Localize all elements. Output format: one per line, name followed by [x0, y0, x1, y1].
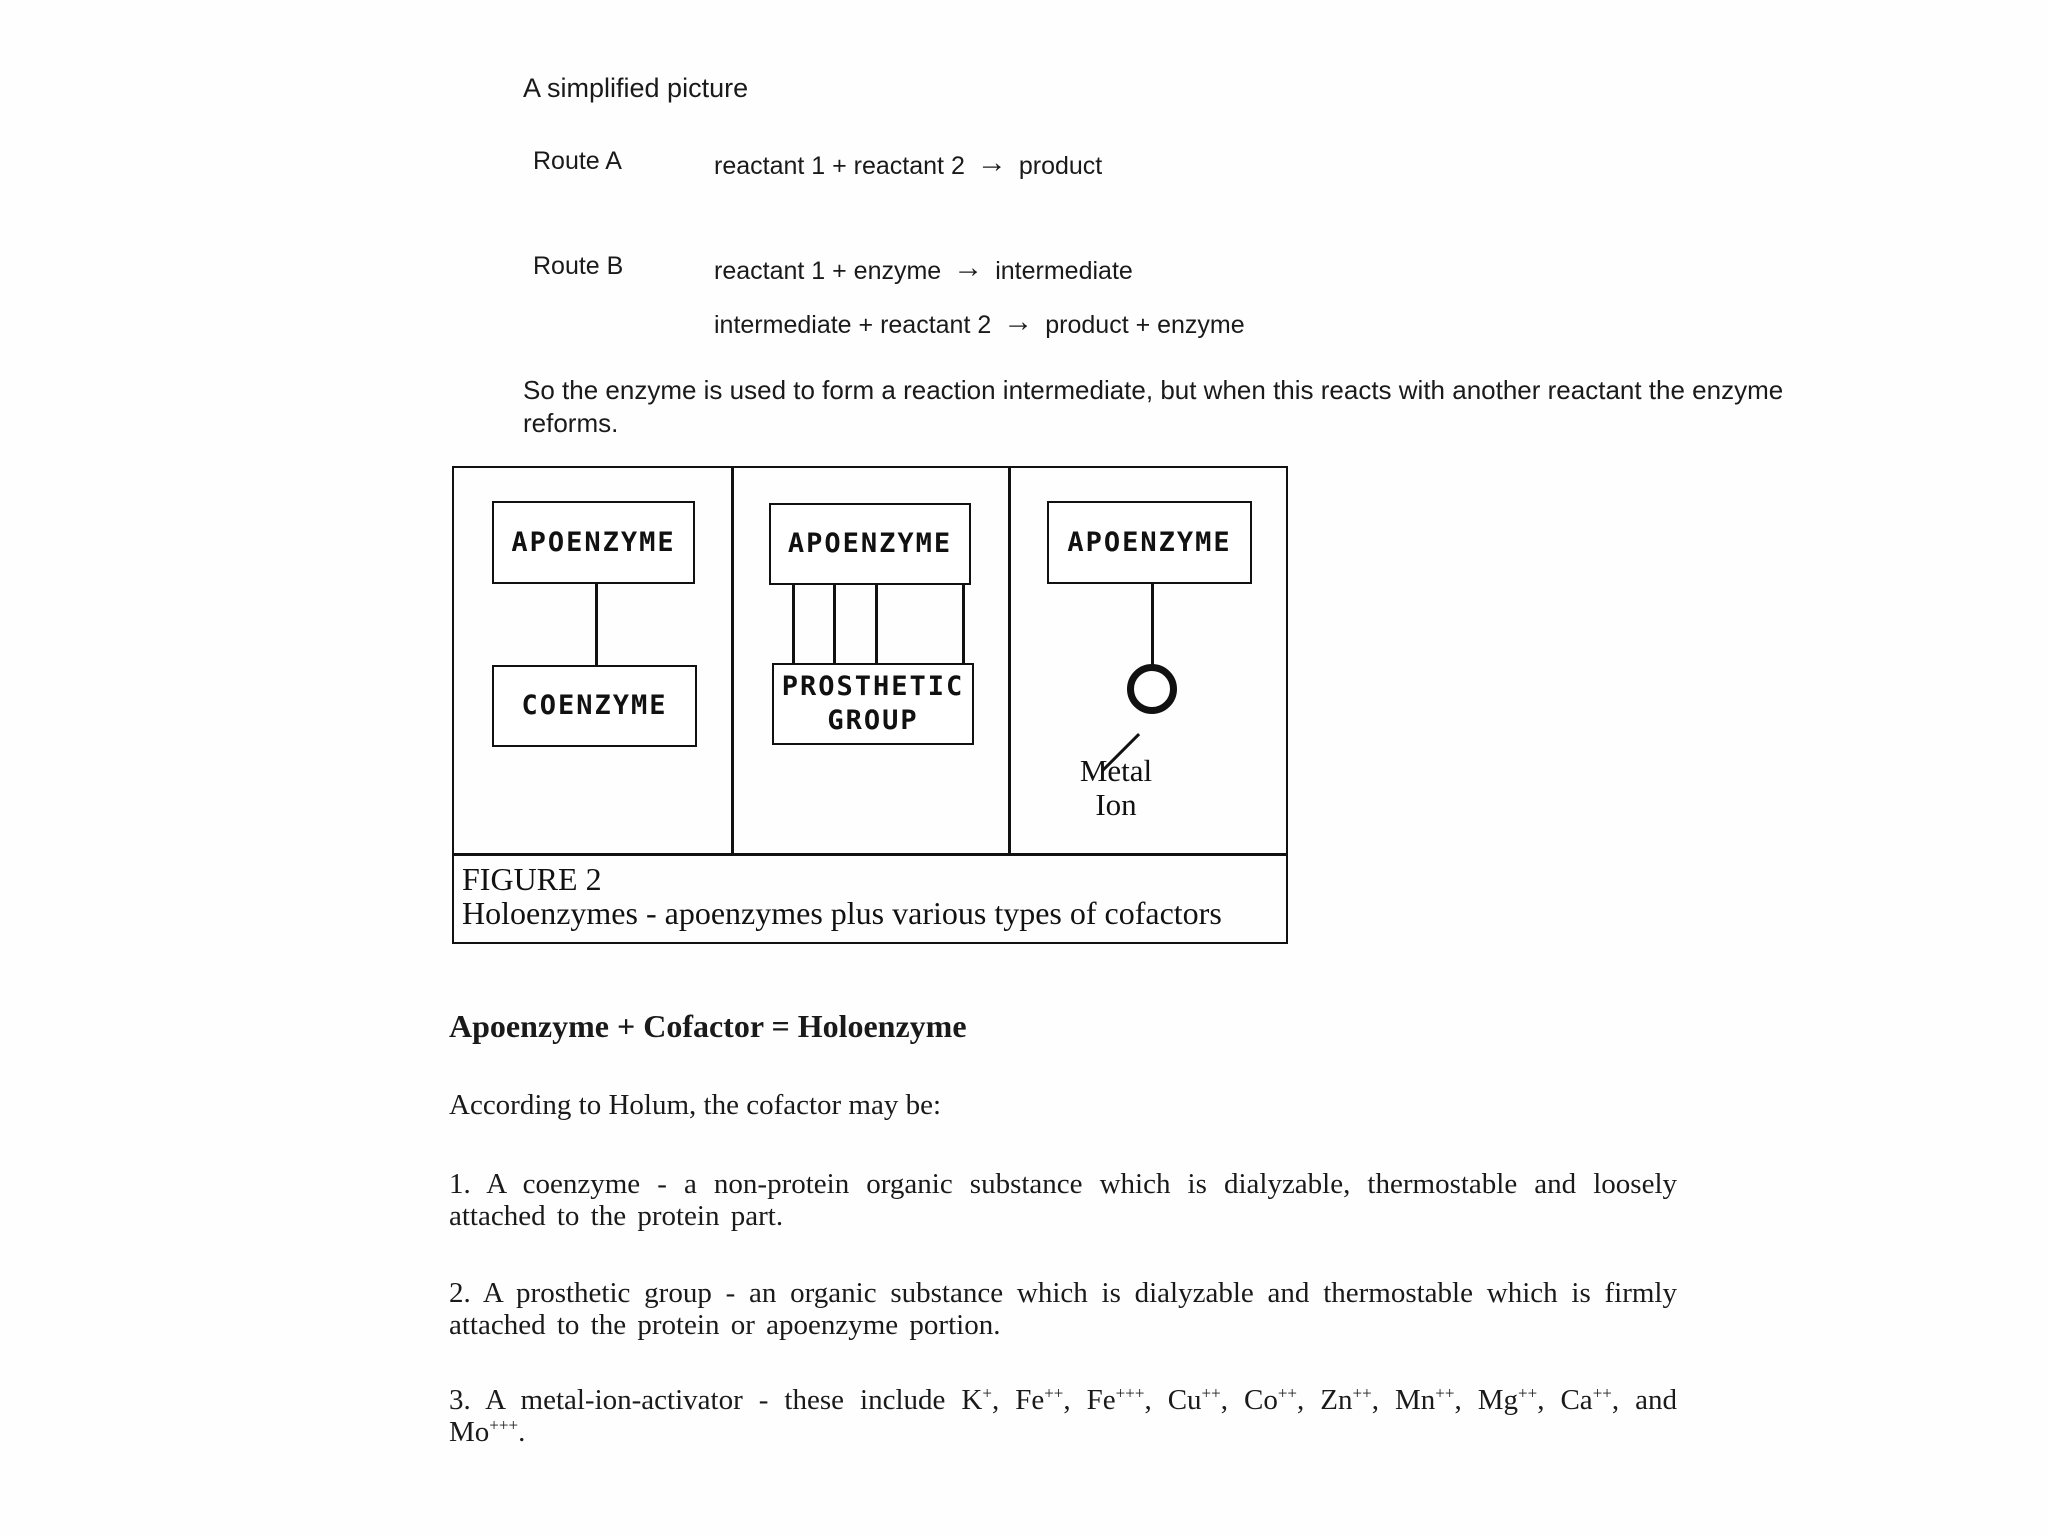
apoenzyme-box: APOENZYME	[1047, 501, 1252, 584]
route-a-rhs: product	[1018, 152, 1103, 180]
apoenzyme-box: APOENZYME	[492, 501, 695, 584]
ion-charge: ++	[1352, 1383, 1372, 1403]
connector-line	[792, 585, 795, 664]
ion-charge: ++	[1592, 1383, 1612, 1403]
list-item: 1. A coenzyme - a non-protein organic substance which is dialyzable, thermostable and loosely attached to the protein part.	[449, 1168, 1677, 1232]
caption-title: FIGURE 2	[462, 861, 602, 897]
metal-label-line2: Ion	[1095, 787, 1137, 822]
list-item-prefix: 3. A metal-ion-activator - these include	[449, 1384, 962, 1416]
ion: K+	[961, 1383, 992, 1416]
route-a-lhs: reactant 1 + reactant 2	[714, 152, 965, 180]
ion: Zn++	[1320, 1383, 1372, 1416]
metal-ion-label	[1066, 754, 1166, 822]
intro-text: According to Holum, the cofactor may be:	[449, 1089, 942, 1121]
route-b-step2-rhs: product + enzyme	[1045, 311, 1245, 339]
list-item: 2. A prosthetic group - an organic substance which is dialyzable and thermostable which is firmly attached to the protein or apoenzyme portion.	[449, 1277, 1677, 1341]
ion-charge: ++	[1435, 1383, 1455, 1403]
reaction-arrow-icon: →	[953, 251, 984, 284]
connector-line	[962, 585, 965, 664]
ion: Mo+++	[449, 1415, 519, 1448]
ion: Ca++	[1560, 1383, 1612, 1416]
ion-charge: ++	[1201, 1383, 1221, 1403]
ion-charge: ++	[1277, 1383, 1298, 1403]
ion-charge: ++	[1518, 1383, 1538, 1403]
reaction-arrow-icon: →	[976, 146, 1007, 179]
route-b-step1	[714, 253, 1133, 287]
section-heading: A simplified picture	[523, 73, 749, 103]
route-b-step1-lhs: reactant 1 + enzyme	[714, 257, 942, 285]
summary-paragraph: So the enzyme is used to form a reaction intermediate, but when this reacts with another reactant the enzyme reforms.	[523, 375, 1784, 438]
list-item-metal-ions	[449, 1384, 1677, 1448]
connector-line	[833, 585, 836, 664]
ion: Mg++	[1477, 1383, 1538, 1416]
prosthetic-group-box	[772, 663, 974, 745]
metal-label-line1: Metal	[1079, 753, 1153, 788]
ion-list: K+, Fe++, Fe+++, Cu++, Co++, Zn++, Mn++, Mg++, Ca++, and Mo+++.	[449, 1383, 1678, 1448]
panel-divider	[1008, 468, 1011, 853]
ion: Fe+++	[1086, 1383, 1145, 1416]
ion-charge: ++	[1044, 1383, 1064, 1403]
ion-charge: +++	[489, 1415, 519, 1435]
caption-text: Holoenzymes - apoenzymes plus various types of cofactors	[462, 895, 1222, 931]
route-b-step2	[714, 307, 1245, 341]
reaction-arrow-icon: →	[1003, 305, 1034, 338]
ion-charge: +++	[1115, 1383, 1145, 1403]
panel-divider	[731, 468, 734, 853]
coenzyme-box: COENZYME	[492, 665, 697, 747]
route-b-step1-rhs: intermediate	[995, 257, 1133, 285]
figure-caption	[462, 862, 1222, 930]
metal-ion-icon	[1127, 664, 1177, 714]
connector-line	[595, 584, 598, 666]
connector-line	[875, 585, 878, 664]
route-b-label: Route B	[533, 252, 624, 280]
route-a-reaction	[714, 148, 1102, 182]
holoenzyme-figure	[452, 466, 1288, 944]
conjunction: and	[1635, 1384, 1678, 1416]
ion: Fe++	[1015, 1383, 1064, 1416]
route-a-label: Route A	[533, 147, 622, 175]
prosthetic-label-line1: PROSTHETIC	[781, 671, 965, 702]
ion-charge: +	[982, 1383, 992, 1403]
ion: Cu++	[1167, 1383, 1221, 1416]
item-end: .	[518, 1416, 526, 1448]
ion: Co++	[1244, 1383, 1298, 1416]
holoenzyme-equation: Apoenzyme + Cofactor = Holoenzyme	[449, 1008, 967, 1044]
prosthetic-label-line2: GROUP	[827, 705, 919, 736]
apoenzyme-box: APOENZYME	[769, 503, 971, 585]
ion: Mn++	[1394, 1383, 1455, 1416]
caption-divider	[454, 853, 1286, 856]
route-b-step2-lhs: intermediate + reactant 2	[714, 311, 992, 339]
